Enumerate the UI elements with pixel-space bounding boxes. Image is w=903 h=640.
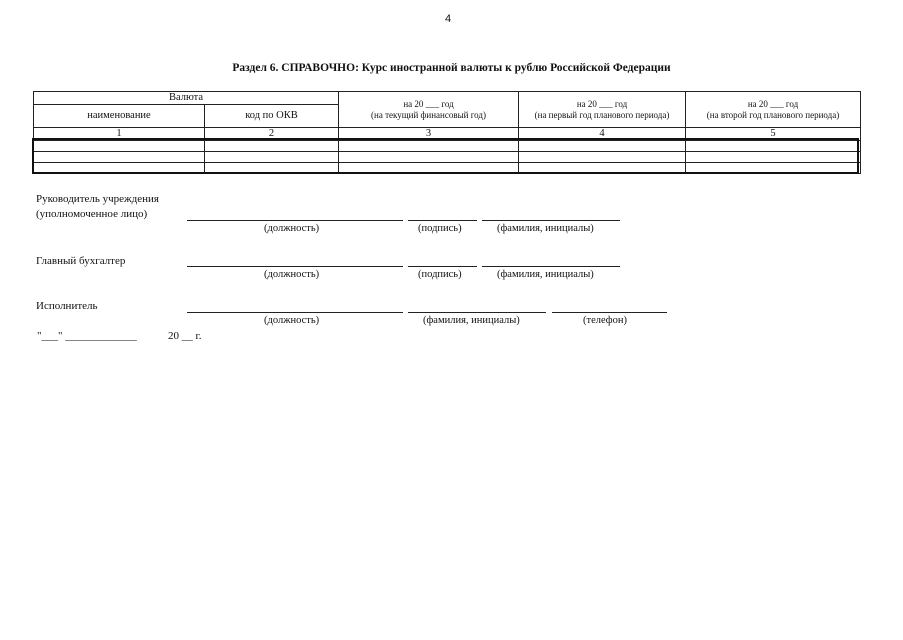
- date-day-month[interactable]: "___" _____________: [37, 330, 137, 342]
- currency-table: [33, 91, 861, 174]
- table-cell[interactable]: [519, 141, 686, 152]
- executor-label: Исполнитель: [36, 300, 98, 312]
- table-cell[interactable]: [34, 163, 205, 174]
- accountant-position-caption: (должность): [264, 269, 320, 280]
- currency-group-header: Валюта: [34, 92, 339, 105]
- table-row: [34, 152, 861, 163]
- header-col-name: наименование: [34, 105, 205, 128]
- head-signature-caption: (подпись): [418, 223, 462, 234]
- accountant-position-line[interactable]: [187, 266, 403, 267]
- header-col-code: код по ОКВ: [205, 105, 339, 128]
- table-row: [34, 141, 861, 152]
- table-row: [34, 163, 861, 174]
- head-label-line2: (уполномоченное лицо): [36, 208, 148, 220]
- header-col-4: [519, 92, 686, 128]
- date-year[interactable]: 20 __ г.: [168, 330, 202, 342]
- header-col-3: [339, 92, 519, 128]
- table-cell[interactable]: [339, 163, 519, 174]
- col-number-3: 3: [339, 128, 519, 141]
- executor-name-line[interactable]: [408, 312, 546, 313]
- table-cell[interactable]: [339, 152, 519, 163]
- executor-phone-line[interactable]: [552, 312, 667, 313]
- col-number-5: 5: [686, 128, 861, 141]
- head-position-line[interactable]: [187, 220, 403, 221]
- header-col-5-top: на 20 ___ год: [747, 98, 799, 109]
- head-name-caption: (фамилия, инициалы): [497, 223, 594, 234]
- executor-name-caption: (фамилия, инициалы): [423, 315, 520, 326]
- header-col-3-sub: (на текущий финансовый год): [371, 109, 486, 120]
- header-col-5-sub: (на второй год планового периода): [706, 109, 840, 120]
- table-cell[interactable]: [686, 141, 861, 152]
- table-cell[interactable]: [34, 141, 205, 152]
- head-name-line[interactable]: [482, 220, 620, 221]
- header-col-4-sub: (на первый год планового периода): [534, 109, 670, 120]
- section-title: Раздел 6. СПРАВОЧНО: Курс иностранной валюты к рублю Российской Федерации: [232, 62, 671, 74]
- executor-position-caption: (должность): [264, 315, 320, 326]
- accountant-name-line[interactable]: [482, 266, 620, 267]
- executor-phone-caption: (телефон): [583, 315, 627, 326]
- table-cell[interactable]: [205, 141, 339, 152]
- header-col-4-top: на 20 ___ год: [576, 98, 628, 109]
- table-cell[interactable]: [519, 163, 686, 174]
- head-position-caption: (должность): [264, 223, 320, 234]
- accountant-name-caption: (фамилия, инициалы): [497, 269, 594, 280]
- header-col-3-top: на 20 ___ год: [403, 98, 454, 109]
- table-cell[interactable]: [686, 152, 861, 163]
- page-number: 4: [445, 13, 452, 25]
- executor-position-line[interactable]: [187, 312, 403, 313]
- header-col-5: [686, 92, 861, 128]
- table-cell[interactable]: [686, 163, 861, 174]
- head-label-line1: Руководитель учреждения: [36, 193, 159, 205]
- table-cell[interactable]: [339, 141, 519, 152]
- table-cell[interactable]: [519, 152, 686, 163]
- accountant-label: Главный бухгалтер: [36, 255, 126, 267]
- col-number-4: 4: [519, 128, 686, 141]
- table-cell[interactable]: [34, 152, 205, 163]
- col-number-1: 1: [34, 128, 205, 141]
- accountant-signature-line[interactable]: [408, 266, 477, 267]
- head-signature-line[interactable]: [408, 220, 477, 221]
- table-cell[interactable]: [205, 163, 339, 174]
- table-cell[interactable]: [205, 152, 339, 163]
- col-number-2: 2: [205, 128, 339, 141]
- accountant-signature-caption: (подпись): [418, 269, 462, 280]
